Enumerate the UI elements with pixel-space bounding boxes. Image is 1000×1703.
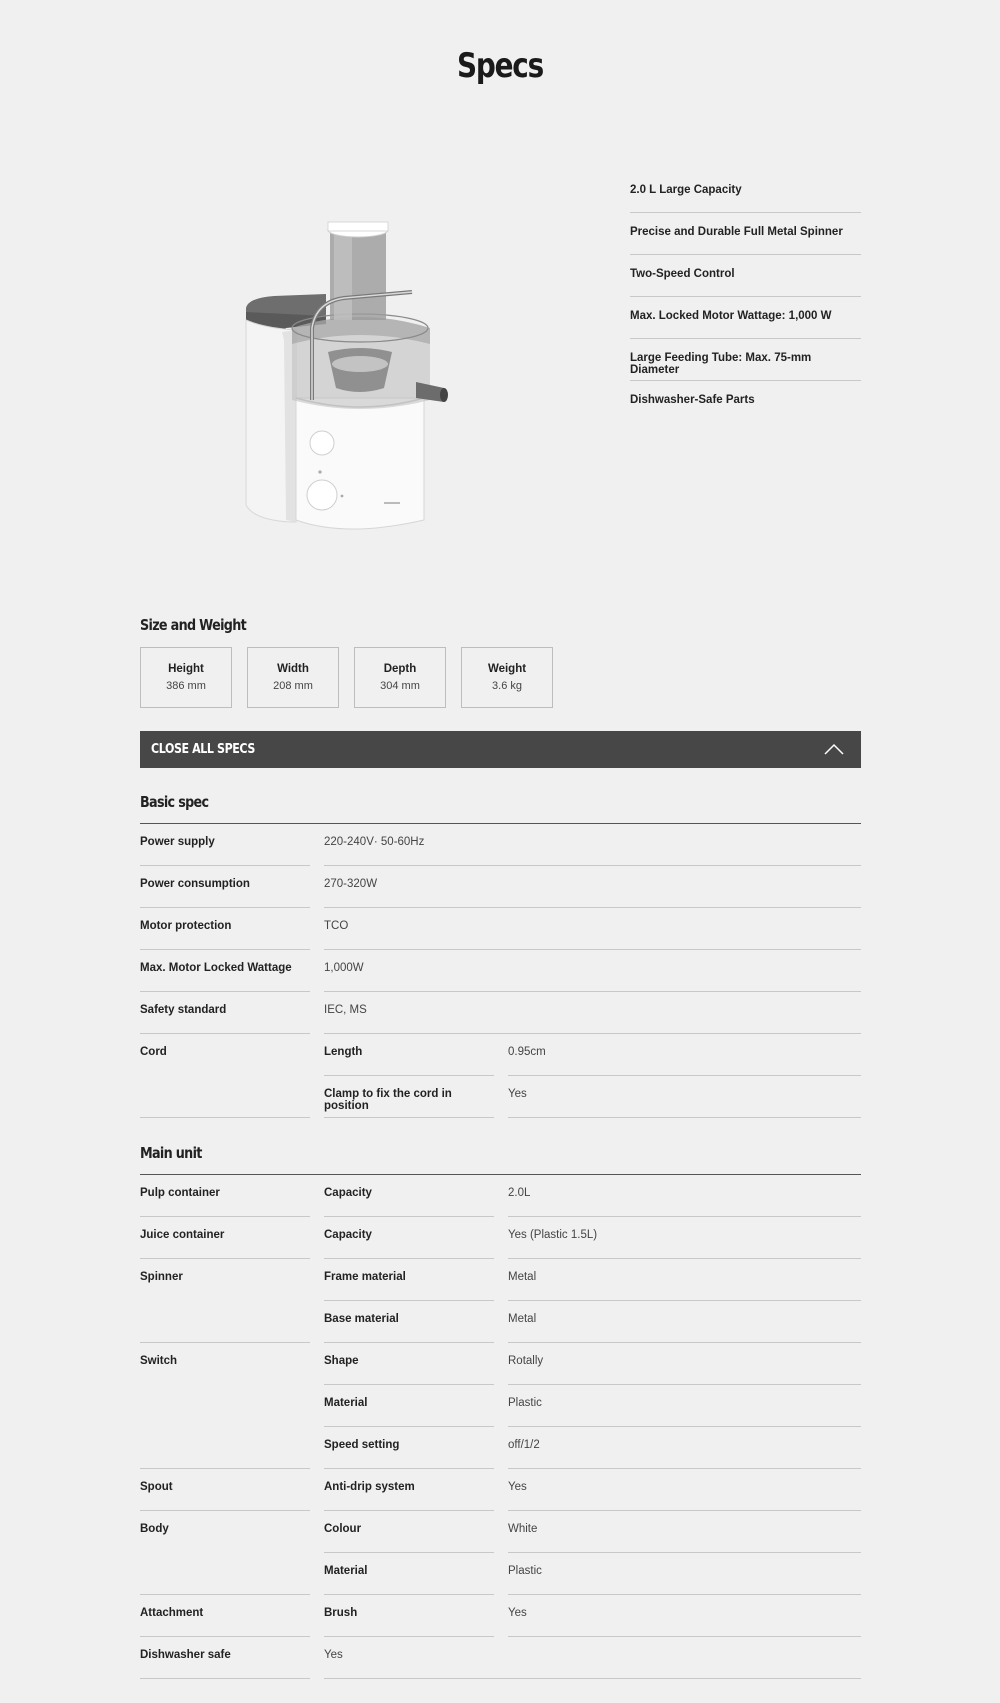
spec-sublabel: Shape bbox=[324, 1343, 494, 1385]
feature-item: Two-Speed Control bbox=[630, 255, 861, 297]
table-row bbox=[140, 1553, 861, 1595]
spec-label: Safety standard bbox=[140, 992, 310, 1034]
product-image bbox=[234, 220, 464, 545]
main-unit-table bbox=[140, 1175, 861, 1679]
table-row bbox=[140, 1343, 861, 1385]
table-row bbox=[140, 1637, 861, 1679]
spec-value: Yes (Plastic 1.5L) bbox=[508, 1217, 861, 1259]
spec-label: Cord bbox=[140, 1046, 167, 1058]
spec-sublabel: Brush bbox=[324, 1595, 494, 1637]
spec-value: Metal bbox=[508, 1259, 861, 1301]
spec-sublabel: Clamp to fix the cord in position bbox=[324, 1076, 494, 1118]
table-row bbox=[140, 1175, 861, 1217]
spec-label bbox=[140, 1076, 310, 1118]
weight-box bbox=[461, 647, 553, 708]
table-row bbox=[140, 866, 861, 908]
spec-label: Power consumption bbox=[140, 866, 310, 908]
table-row bbox=[140, 1301, 861, 1343]
close-all-specs-button[interactable] bbox=[140, 731, 861, 768]
spec-sublabel: Material bbox=[324, 1553, 494, 1595]
width-label: Width bbox=[277, 663, 309, 675]
basic-spec-table bbox=[140, 824, 861, 1118]
close-all-specs-label: CLOSE ALL SPECS bbox=[151, 741, 255, 757]
table-row bbox=[140, 1259, 861, 1301]
feature-list bbox=[630, 171, 861, 423]
spec-value: IEC, MS bbox=[324, 992, 861, 1034]
depth-value: 304 mm bbox=[380, 680, 420, 692]
spec-value: off/1/2 bbox=[508, 1427, 861, 1469]
spec-label: Spinner bbox=[140, 1271, 183, 1283]
spec-label: Motor protection bbox=[140, 908, 310, 950]
spec-sublabel: Frame material bbox=[324, 1259, 494, 1301]
spec-label: Body bbox=[140, 1523, 169, 1535]
spec-sublabel: Length bbox=[324, 1034, 494, 1076]
depth-label: Depth bbox=[383, 663, 417, 675]
table-row bbox=[140, 1217, 861, 1259]
page-title: Specs bbox=[457, 46, 543, 86]
spec-label: Attachment bbox=[140, 1595, 310, 1637]
spec-label bbox=[140, 1553, 310, 1595]
spec-value: Metal bbox=[508, 1301, 861, 1343]
spec-label: Dishwasher safe bbox=[140, 1637, 310, 1679]
width-value: 208 mm bbox=[273, 680, 313, 692]
depth-box bbox=[354, 647, 446, 708]
spec-value: Plastic bbox=[508, 1553, 861, 1595]
feature-item: Precise and Durable Full Metal Spinner bbox=[630, 213, 861, 255]
spec-sublabel: Base material bbox=[324, 1301, 494, 1343]
spec-value: Yes bbox=[508, 1595, 861, 1637]
feature-item: 2.0 L Large Capacity bbox=[630, 171, 861, 213]
spec-label: Pulp container bbox=[140, 1175, 310, 1217]
weight-label: Weight bbox=[487, 663, 527, 675]
feature-item: Large Feeding Tube: Max. 75-mm Diameter bbox=[630, 339, 861, 381]
table-row bbox=[140, 1427, 861, 1469]
spec-value: Yes bbox=[508, 1076, 861, 1118]
weight-value: 3.6 kg bbox=[492, 680, 522, 692]
height-box bbox=[140, 647, 232, 708]
table-row bbox=[140, 1511, 861, 1553]
spec-sublabel: Colour bbox=[324, 1511, 494, 1553]
spec-value: Yes bbox=[324, 1637, 861, 1679]
main-unit-heading: Main unit bbox=[140, 1144, 202, 1162]
spec-value: 1,000W bbox=[324, 950, 861, 992]
table-row bbox=[140, 1595, 861, 1637]
width-box bbox=[247, 647, 339, 708]
spec-label: Juice container bbox=[140, 1217, 310, 1259]
spec-value: 0.95cm bbox=[508, 1034, 861, 1076]
spec-sublabel: Speed setting bbox=[324, 1427, 494, 1469]
table-row bbox=[140, 1385, 861, 1427]
feature-item: Dishwasher-Safe Parts bbox=[630, 394, 755, 406]
spec-value: TCO bbox=[324, 908, 861, 950]
spec-label: Switch bbox=[140, 1355, 178, 1367]
height-value: 386 mm bbox=[166, 680, 206, 692]
spec-value: White bbox=[508, 1511, 861, 1553]
spec-label bbox=[140, 1385, 310, 1427]
spec-value: Yes bbox=[508, 1469, 861, 1511]
spec-value: 220-240V· 50-60Hz bbox=[324, 824, 861, 866]
size-weight-boxes bbox=[140, 647, 553, 708]
table-row bbox=[140, 908, 861, 950]
spec-sublabel: Capacity bbox=[324, 1175, 494, 1217]
table-row bbox=[140, 1076, 861, 1118]
spec-label: Power supply bbox=[140, 824, 310, 866]
spec-value: 270-320W bbox=[324, 866, 861, 908]
spec-label bbox=[140, 1301, 310, 1343]
basic-spec-heading: Basic spec bbox=[140, 793, 209, 811]
spec-value: Rotally bbox=[508, 1343, 861, 1385]
spec-value: Plastic bbox=[508, 1385, 861, 1427]
spec-label bbox=[140, 1427, 310, 1469]
spec-value: 2.0L bbox=[508, 1175, 861, 1217]
size-weight-heading: Size and Weight bbox=[140, 616, 247, 634]
spec-sublabel: Material bbox=[324, 1385, 494, 1427]
table-row bbox=[140, 824, 861, 866]
spec-sublabel: Capacity bbox=[324, 1217, 494, 1259]
spec-sublabel: Anti-drip system bbox=[324, 1469, 494, 1511]
spec-label: Max. Motor Locked Wattage bbox=[140, 950, 310, 992]
chevron-up-icon bbox=[824, 743, 844, 755]
table-row bbox=[140, 1469, 861, 1511]
table-row bbox=[140, 1034, 861, 1076]
height-label: Height bbox=[168, 663, 204, 675]
table-row bbox=[140, 950, 861, 992]
spec-label: Spout bbox=[140, 1469, 310, 1511]
table-row bbox=[140, 992, 861, 1034]
feature-item: Max. Locked Motor Wattage: 1,000 W bbox=[630, 297, 861, 339]
